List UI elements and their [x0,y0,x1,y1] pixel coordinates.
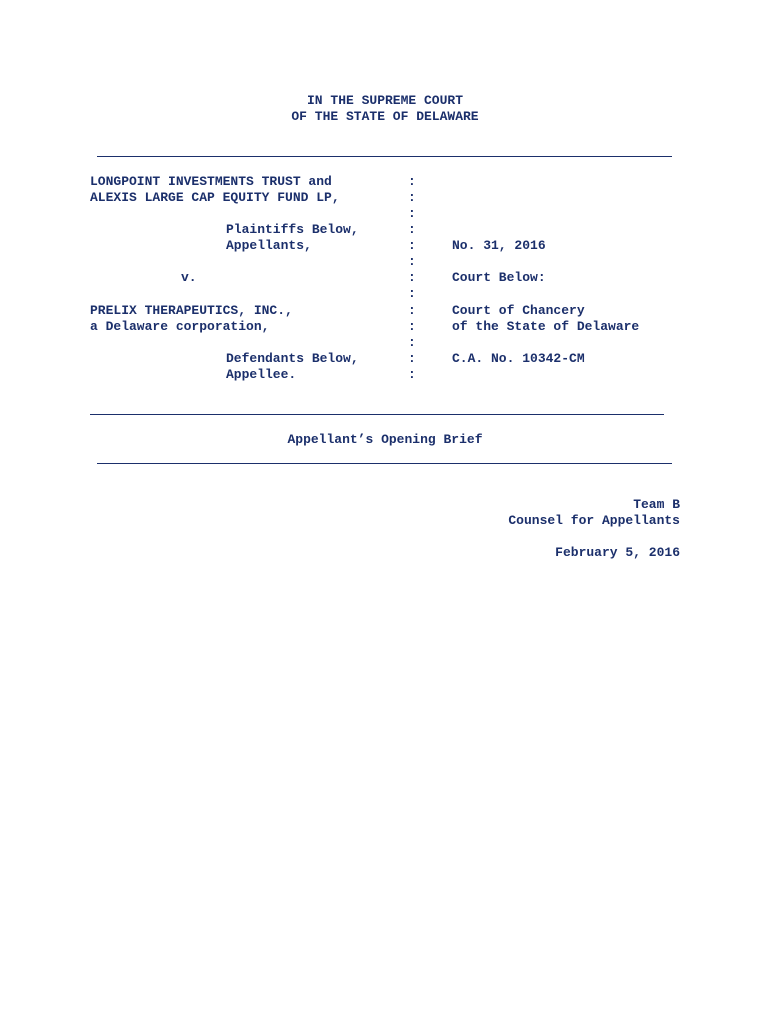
caption-bottom-rule [90,414,664,415]
caption-separator: : [408,303,416,318]
caption-separator: : [408,206,416,221]
versus-label: v. [181,270,197,285]
court-heading-line2: OF THE STATE OF DELAWARE [291,109,479,124]
caption-separator: : [408,238,416,253]
caption-separator: : [408,174,416,189]
civil-action-number: C.A. No. 10342-CM [452,351,585,366]
plaintiff-name-line1: LONGPOINT INVESTMENTS TRUST and [90,174,332,189]
caption-separator: : [408,222,416,237]
caption-separator: : [408,190,416,205]
caption-separator: : [408,351,416,366]
team-name: Team B [633,497,680,512]
top-rule [97,156,672,157]
plaintiff-name-line2: ALEXIS LARGE CAP EQUITY FUND LP, [90,190,340,205]
caption-separator: : [408,270,416,285]
defendant-role-line2: Appellee. [226,367,297,382]
title-bottom-rule [97,463,672,464]
brief-date: February 5, 2016 [555,545,680,560]
brief-title: Appellant’s Opening Brief [287,432,483,447]
caption-separator: : [408,335,416,350]
caption-separator: : [408,367,416,382]
counsel-label: Counsel for Appellants [508,513,680,528]
court-below-line2: of the State of Delaware [452,319,640,334]
caption-separator: : [408,319,416,334]
defendant-name-line1: PRELIX THERAPEUTICS, INC., [90,303,293,318]
defendant-name-line2: a Delaware corporation, [90,319,270,334]
plaintiff-role-line2: Appellants, [226,238,312,253]
case-number: No. 31, 2016 [452,238,546,253]
caption-separator: : [408,254,416,269]
court-heading-line1: IN THE SUPREME COURT [306,93,464,108]
plaintiff-role-line1: Plaintiffs Below, [226,222,359,237]
caption-separator: : [408,286,416,301]
court-below-line1: Court of Chancery [452,303,585,318]
court-below-label: Court Below: [452,270,546,285]
defendant-role-line1: Defendants Below, [226,351,359,366]
